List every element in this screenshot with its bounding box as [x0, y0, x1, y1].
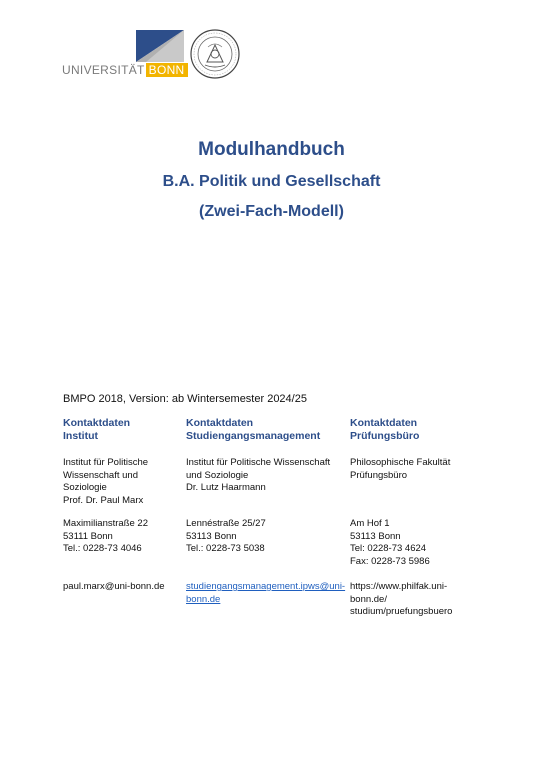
logo-mark-icon	[136, 30, 184, 62]
contact-address: Am Hof 1 53113 Bonn Tel: 0228-73 4624 Fax: 0228-73 5986	[350, 518, 430, 567]
logo-wordmark	[62, 64, 188, 77]
wordmark-bonn: BONN	[146, 63, 188, 77]
contact-address: Maximilianstraße 22 53111 Bonn Tel.: 0228-73 4046	[63, 518, 148, 554]
contact-column-pruefungsbuero	[350, 417, 480, 617]
wordmark-universitaet: UNIVERSITÄT	[62, 63, 145, 77]
seal-icon	[190, 29, 240, 79]
contact-heading: Kontaktdaten Institut	[63, 417, 131, 442]
title-block	[0, 137, 543, 223]
contact-heading: Kontaktdaten Prüfungsbüro	[350, 417, 420, 442]
contact-org: Philosophische Fakultät Prüfungsbüro	[350, 457, 451, 481]
contact-org: Institut für Politische Wissenschaft und Soziologie Dr. Lutz Haarmann	[186, 457, 331, 493]
program-model: (Zwei-Fach-Modell)	[199, 203, 344, 220]
contact-website: https://www.philfak.uni- bonn.de/ studium/pruefungsbuero	[350, 581, 453, 617]
contact-column-institut	[63, 417, 181, 592]
program-name: B.A. Politik und Gesellschaft	[162, 173, 381, 190]
version-line: BMPO 2018, Version: ab Wintersemester 2024/25	[63, 393, 307, 405]
document-title: Modulhandbuch	[198, 139, 345, 160]
contact-heading: Kontaktdaten Studiengangsmanagement	[186, 417, 321, 442]
university-logo	[62, 30, 184, 80]
contact-email-link[interactable]: studiengangsmanagement.ipws@uni- bonn.de	[186, 581, 346, 605]
contact-column-studiengangsmanagement	[186, 417, 346, 605]
contact-org: Institut für Politische Wissenschaft und Soziologie Prof. Dr. Paul Marx	[63, 457, 149, 506]
contact-address: Lennéstraße 25/27 53113 Bonn Tel.: 0228-73 5038	[186, 518, 266, 554]
contact-email: paul.marx@uni-bonn.de	[63, 581, 165, 592]
